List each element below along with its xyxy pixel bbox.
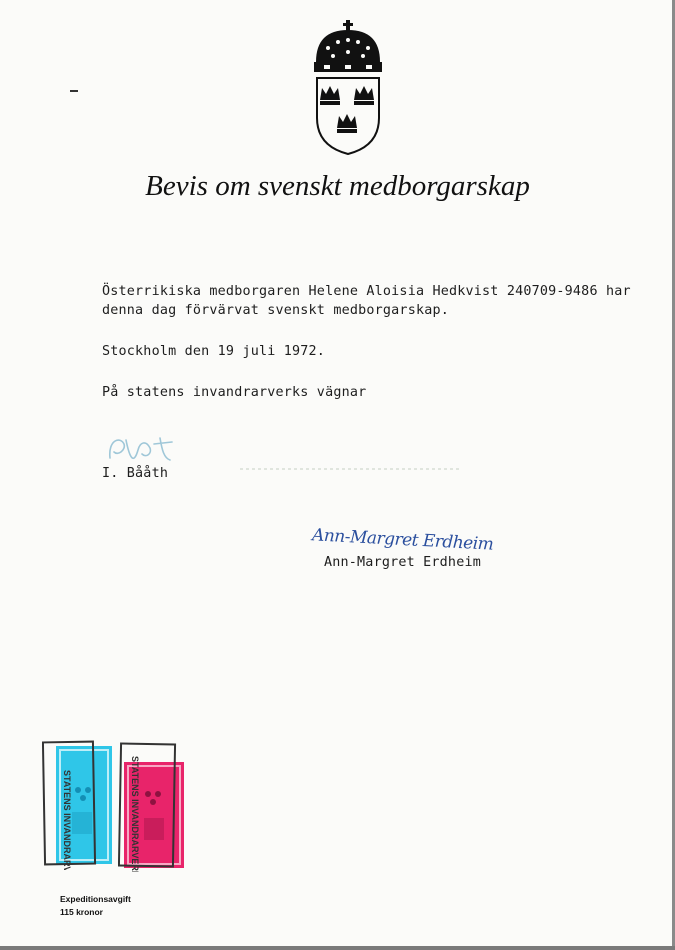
body-text-line-1: Österrikiska medborgaren Helene Aloisia Hedkvist 240709-9486 har	[102, 284, 631, 299]
authority-line: På statens invandrarverks vägnar	[102, 385, 367, 400]
signature-1-mark	[90, 430, 190, 470]
fee-amount: 115 kronor	[60, 907, 103, 917]
body-text-line-2: denna dag förvärvat svenskt medborgarskap.	[102, 303, 449, 318]
fee-stamp-magenta	[118, 742, 190, 877]
faint-line	[240, 466, 460, 472]
fee-label: Expeditionsavgift	[60, 894, 131, 904]
signatory-1: I. Bååth	[102, 466, 169, 481]
svg-text:STATENS INVANDRARVERK: STATENS INVANDRARVERK	[130, 756, 140, 872]
fee-note	[60, 893, 131, 919]
fee-stamp-cyan	[42, 740, 122, 875]
place-and-date: Stockholm den 19 juli 1972.	[102, 344, 326, 359]
svg-text:STATENS INVANDRARVERK: STATENS INVANDRARVERK	[62, 770, 72, 870]
coat-of-arms-icon	[310, 18, 386, 158]
signature-2-handwritten: Ann-Margret Erdheim	[311, 525, 494, 555]
ink-speck	[70, 90, 78, 92]
document-title: Bevis om svenskt medborgarskap	[145, 170, 530, 202]
signatory-2: Ann-Margret Erdheim	[324, 555, 481, 570]
page-edge-bottom	[0, 946, 675, 950]
